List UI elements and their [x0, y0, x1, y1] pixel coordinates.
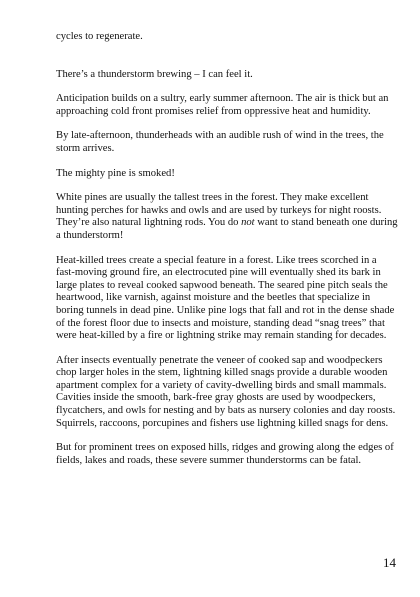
- page-number: 14: [383, 555, 396, 570]
- paragraph-white-pines: [56, 192, 398, 242]
- body-text: [56, 31, 398, 467]
- paragraph-heat-killed-trees: Heat-killed trees create a special feature in a forest. Like trees scorched in a fast-moving ground fire, an electrocuted pine will eventually shed its bark in large plates to reveal cooked sapwood beneath. The seared pine pitch seals the heartwood, like varnish, against moisture and the beetles that specialize in boring tunnels in dead pine. Unlike pine logs that fall and rot in the dense shade of the forest floor due to insects and moisture, standing dead “snag trees” that were heat-killed by a fire or lightning strike may remain standing for decades.: [56, 254, 395, 342]
- paragraph-thunderstorm-brewing: There’s a thunderstorm brewing – I can feel it.: [56, 68, 253, 80]
- paragraph-pine-smoked: The mighty pine is smoked!: [56, 167, 175, 179]
- paragraph-fatal-storms: But for prominent trees on exposed hills, ridges and growing along the edges of fields, lakes and roads, these severe summer thunderstorms can be fatal.: [56, 442, 394, 466]
- white-pines-text-start: White pines are usually the tallest trees in the forest. They make excellent hunting perches for hawks and owls and are used by turkeys for night roosts. They’re also natural lightning rods. You do: [56, 192, 382, 229]
- paragraph-storm-arrives: By late-afternoon, thunderheads with an audible rush of wind in the trees, the storm arrives.: [56, 130, 384, 154]
- paragraph-anticipation: Anticipation builds on a sultry, early summer afternoon. The air is thick but an approaching cold front promises relief from oppressive heat and humidity.: [56, 93, 389, 117]
- paragraph-continuation: cycles to regenerate.: [56, 31, 143, 42]
- white-pines-emphasis: not: [241, 217, 255, 229]
- white-pines-text-end: want to stand beneath one during a thunderstorm!: [56, 217, 398, 241]
- paragraph-snag-habitat: After insects eventually penetrate the veneer of cooked sap and woodpeckers chop larger holes in the stem, lightning killed snags provide a durable wooden apartment complex for a variety of cavity-dwelling birds and small mammals. Cavities inside the smooth, bark-free gray ghosts are used by woodpeckers, flycatchers, and owls for nesting and by bats as nursery colonies and day roosts. Squirrels, raccoons, porcupines and fishers use lightning killed snags for dens.: [56, 354, 396, 429]
